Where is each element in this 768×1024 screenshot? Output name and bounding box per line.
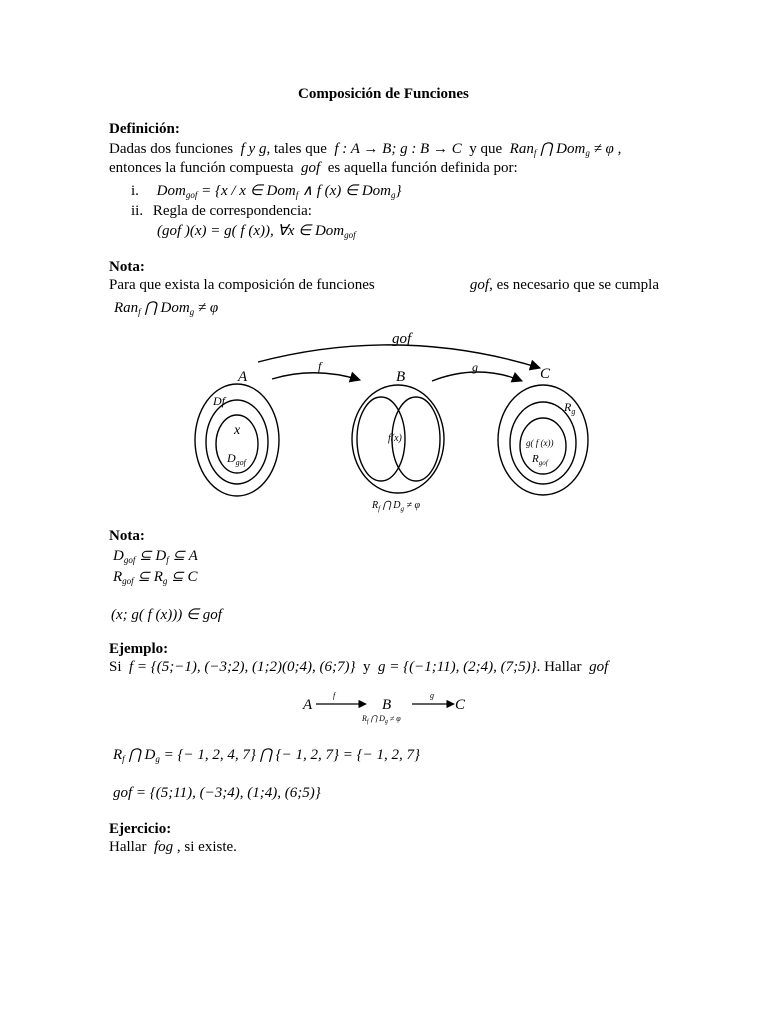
gof-arrow: [258, 345, 540, 368]
nota-line-1: Para que exista la composición de funciones gof, es necesario que se cumpla: [109, 277, 659, 293]
set-a-outer: [195, 384, 279, 496]
definicion-heading: Definición:: [109, 121, 180, 137]
nota2-line-1: $D_{gof}$ ⊆ $D_f$ ⊆ A: [113, 548, 198, 565]
ejemplo-heading: Ejemplo:: [109, 641, 169, 657]
dgof-label: $D_{gof}$: [227, 451, 246, 467]
f-definition: f = {(5;−1), (−3;2), (1;2)(0;4), (6;7)}: [129, 659, 356, 675]
intersection-line: $R_f$ ⋂ $D_g$ = {− 1, 2, 4, 7} ⋂ {− 1, 2, 7} = {− 1, 2, 7}: [113, 747, 420, 764]
ejemplo-line: Si f = {(5;−1), (−3;2), (1;2)(0;4), (6;7)} y g = {(−1;11), (2;4), (7;5)}. Hallar gof: [109, 659, 609, 675]
set-c-label: C: [540, 366, 551, 382]
set-b-label: B: [396, 369, 406, 385]
g-definition: g = {(−1;11), (2;4), (7;5)}: [377, 659, 537, 675]
rg-label: $R_g$: [564, 400, 576, 416]
ejercicio-heading: Ejercicio:: [109, 821, 172, 837]
result-line: gof = {(5;11), (−3;4), (1;4), (6;5)}: [113, 785, 321, 801]
g-label: g: [472, 360, 478, 374]
rgof-label: $R_{gof}$: [532, 453, 548, 467]
map-g: g: [430, 691, 434, 700]
nota-heading: Nota:: [109, 259, 145, 275]
set-a-df: [206, 400, 268, 484]
map-c: C: [455, 697, 466, 713]
gfx-label: g( f (x)): [526, 438, 554, 448]
ejercicio-text: Hallar fog , si existe.: [109, 839, 237, 855]
f-arrow: [272, 373, 360, 380]
regla-formula: (gof )(x) = g( f (x)), ∀x ∈ Dom$_{gof}$: [157, 223, 356, 240]
map-condition: $R_f$ ⋂ $D_g \ne \varphi$: [362, 714, 401, 725]
f-label: f: [318, 359, 322, 373]
nota2-heading: Nota:: [109, 528, 145, 544]
df-label: Df: [213, 394, 225, 408]
nota2-line-2: $R_{gof}$ ⊆ $R_g$ ⊆ C: [113, 569, 198, 586]
definicion-item-2: ii. Regla de correspondencia:: [131, 203, 312, 219]
definicion-line-1: Dadas dos funciones f y g, tales que f : A → B; g : B → C y que Ran$_f$ ⋂ Dom$_g$ ≠ φ ,: [109, 141, 622, 158]
intersection-caption: $R_f$ ⋂ $D_g \ne \varphi$: [372, 500, 421, 513]
page-title: Composición de Funciones: [298, 86, 469, 102]
nota2-line-3: (x; g( f (x))) ∈ gof: [111, 607, 222, 623]
map-a: A: [303, 697, 313, 713]
fx-label: f(x): [388, 433, 402, 444]
nota-line-2: Ran$_f$ ⋂ Dom$_g$ ≠ φ: [114, 300, 219, 317]
definicion-line-2: entonces la función compuesta gof es aquella función definida por:: [109, 160, 518, 176]
x-label: x: [234, 423, 241, 438]
map-f: f: [333, 691, 336, 700]
mapping-diagram: [0, 690, 768, 730]
ran-dom-condition: Ran$_f$ ⋂ Dom$_g$ ≠ φ ,: [509, 141, 622, 158]
gof-label: gof: [392, 331, 412, 347]
map-b: B: [382, 697, 392, 713]
definicion-item-1: i. Dom$_{gof}$ = {x / x ∈ Dom$_f$ ∧ f (x) ∈ Dom$_g$}: [131, 183, 402, 200]
set-a-label: A: [238, 369, 248, 385]
